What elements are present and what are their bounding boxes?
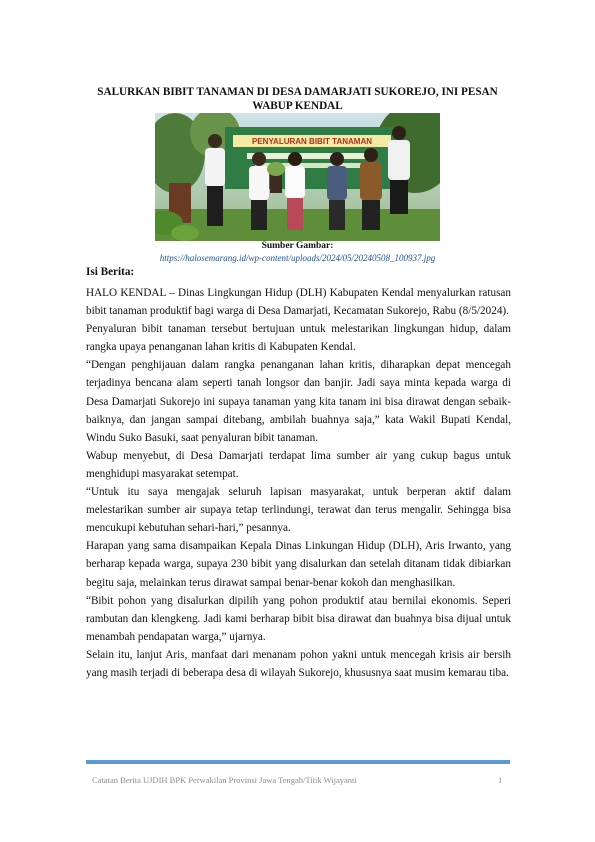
page-number: 1: [498, 775, 503, 785]
footer-text: Catatan Berita UJDIH BPK Perwakilan Provinsi Jawa Tengah/Titik Wijayanti: [92, 775, 357, 785]
paragraph: Harapan yang sama disampaikan Kepala Dinas Linkungan Hidup (DLH), Aris Irwanto, yang berharap kepada warga, supaya 230 bibit yang disalurkan dan setelah ditanam tidak dibiarkan begitu saja, melainkan terus dirawat sampai benar-benar kokoh dan menghasilkan.: [86, 540, 511, 589]
paragraph: “Untuk itu saya mengajak seluruh lapisan masyarakat, untuk berperan aktif dalam melestarikan sumber air supaya tetap terlindungi, terawat dan terus mengalir. Sehingga bisa mencukupi kebutuhan sehari-hari,” pesannya.: [86, 486, 511, 535]
paragraph: Selain itu, lanjut Aris, manfaat dari menanam pohon yakni untuk mencegah krisis air bersih yang masih terjadi di beberapa desa di wilayah Sukorejo, khususnya saat musim kemarau tiba.: [86, 648, 511, 679]
news-photo: [155, 113, 440, 241]
photo-source-link[interactable]: https://halosemarang.id/wp-content/uploads/2024/05/20240508_100937.jpg: [159, 253, 436, 263]
section-label: Isi Berita:: [86, 266, 135, 278]
paragraph: “Bibit pohon yang disalurkan dipilih yang pohon produktif atau bernilai ekonomis. Seperi rambutan dan klengkeng. Jadi kami berharap bibit bisa dirawat dan buahnya bisa dijual untuk menambah pendapatan warga,” ujarnya.: [86, 594, 511, 643]
banner-text: PENYALURAN BIBIT TANAMAN: [252, 137, 372, 146]
article-title: SALURKAN BIBIT TANAMAN DI DESA DAMARJATI SUKOREJO, INI PESAN WABUP KENDAL: [97, 86, 498, 112]
footer-divider: [86, 760, 510, 764]
paragraph: Wabup menyebut, di Desa Damarjati terdapat lima sumber air yang cukup bagus untuk menghidupi masyarakat setempat.: [86, 449, 511, 480]
paragraph: “Dengan penghijauan dalam rangka penanganan lahan kritis, diharapkan depat mencegah terjadinya bencana alam seperti tanah longsor dan banjir. Jadi saya minta kepada warga di Desa Damarjati Sukorejo ini supaya tanaman yang kita tanam ini bisa dirawat dengan sebaik-baiknya, dan jangan sampai ditebang, ambilah buahnya saja,” kata Wakil Bupati Kendal, Windu Suko Basuki, saat penyaluran bibit tanaman.: [86, 359, 511, 444]
article-body: [86, 284, 511, 682]
paragraph: HALO KENDAL – Dinas Lingkungan Hidup (DLH) Kabupaten Kendal menyalurkan ratusan bibit tanaman produktif bagi warga di Desa Damarjati, Kecamatan Sukorejo, Rabu (8/5/2024).: [86, 287, 511, 318]
paragraph: Penyaluran bibit tanaman tersebut bertujuan untuk melestarikan lingkungan hidup, dalam rangka upaya penanganan lahan kritis di Kabupaten Kendal.: [86, 323, 511, 354]
photo-caption-label: Sumber Gambar:: [261, 241, 334, 251]
